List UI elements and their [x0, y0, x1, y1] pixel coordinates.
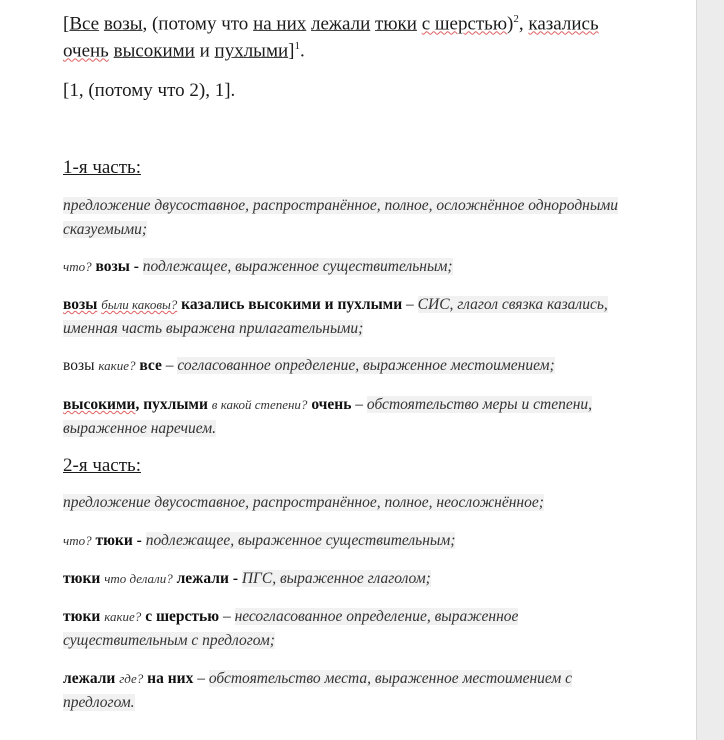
question: что? [63, 533, 92, 548]
term-2: казались высокими и пухлыми [181, 296, 403, 313]
text-potomu: , (потому что [142, 13, 254, 35]
part1-item-4 [63, 354, 643, 378]
term: тюки [63, 608, 101, 625]
word-vse: Все [69, 13, 100, 35]
dash: – [161, 357, 178, 374]
sentence-line-2 [63, 40, 305, 62]
term: тюки [63, 570, 101, 587]
term: возы [95, 258, 130, 275]
part2-item-4 [63, 605, 643, 653]
term: возы [63, 296, 98, 313]
description: согласованное определение, выраженное местоимением; [177, 357, 555, 374]
paren-close: ) [507, 13, 514, 35]
part1-heading: 1-я часть: [63, 157, 141, 178]
part2-item-2 [63, 529, 643, 553]
part2-item-1 [63, 491, 643, 515]
description: подлежащее, выраженное существительным; [142, 258, 453, 275]
word-na-nih: на них [253, 13, 307, 35]
bracket-close: ] [288, 40, 295, 62]
dash: – [351, 396, 367, 413]
term-2: все [139, 357, 162, 374]
word-vysokimi: высокими [113, 40, 195, 62]
question: какие? [104, 609, 142, 624]
dash: - [228, 570, 242, 587]
part1-item-5 [63, 393, 643, 441]
question: что? [63, 259, 92, 274]
dash: – [402, 296, 418, 313]
dash: – [219, 608, 235, 625]
term-2: на них [147, 670, 194, 687]
word-s-sherstyu: с шерстью [421, 13, 508, 35]
term: лежали [63, 670, 116, 687]
question: где? [119, 671, 144, 686]
word-puhlymi: пухлыми [214, 40, 289, 62]
term-b: пухлыми [143, 396, 208, 413]
period: . [299, 40, 305, 62]
question: в какой степени? [211, 397, 308, 412]
question: что делали? [104, 571, 173, 586]
term-2: с шерстью [145, 608, 220, 625]
word-vozy: возы [103, 13, 143, 35]
dash: - [132, 532, 146, 549]
question: были каковы? [101, 297, 178, 312]
term: возы [63, 357, 95, 374]
sentence-scheme: [1, (потому что 2), 1]. [63, 80, 236, 101]
superscript-2: 2 [513, 13, 519, 25]
description: СИС, глагол связка казались, именная часть выражена прилагательными; [63, 296, 608, 337]
question: какие? [98, 358, 136, 373]
part2-type-text: предложение двусоставное, распространённое, полное, неосложнённое; [63, 494, 544, 511]
dash: - [129, 258, 143, 275]
term: тюки [95, 532, 133, 549]
superscript-1: 1 [294, 40, 300, 52]
description: несогласованное определение, выраженное существительным с предлогом; [63, 608, 519, 649]
part2-heading: 2-я часть: [63, 455, 141, 476]
bracket-open: [ [63, 13, 70, 35]
part1-type-text: предложение двусоставное, распространённое, полное, осложнённое однородными сказуемыми; [63, 197, 619, 238]
term-2: лежали [176, 570, 229, 587]
part1-item-3 [63, 293, 643, 341]
description: обстоятельство места, выраженное местоимением с предлогом. [63, 670, 573, 711]
term: высокими [63, 396, 136, 413]
word-tyuki: тюки [375, 13, 417, 35]
part2-item-5 [63, 667, 643, 715]
part2-item-3 [63, 567, 643, 591]
document-margin [696, 0, 724, 740]
description: обстоятельство меры и степени, выраженное наречием. [63, 396, 593, 437]
comma: , [135, 396, 144, 413]
part1-item-1 [63, 194, 643, 242]
dash: – [193, 670, 209, 687]
word-kazalis: казались [528, 13, 599, 35]
sentence-line-1 [63, 13, 599, 35]
word-i: и [194, 40, 215, 62]
word-lezhali: лежали [311, 13, 371, 35]
part1-item-2 [63, 255, 643, 279]
word-ochen: очень [63, 40, 109, 62]
term-2: очень [311, 396, 352, 413]
description: ПГС, выраженное глаголом; [241, 570, 431, 587]
comma: , [518, 13, 529, 35]
description: подлежащее, выраженное существительным; [145, 532, 456, 549]
